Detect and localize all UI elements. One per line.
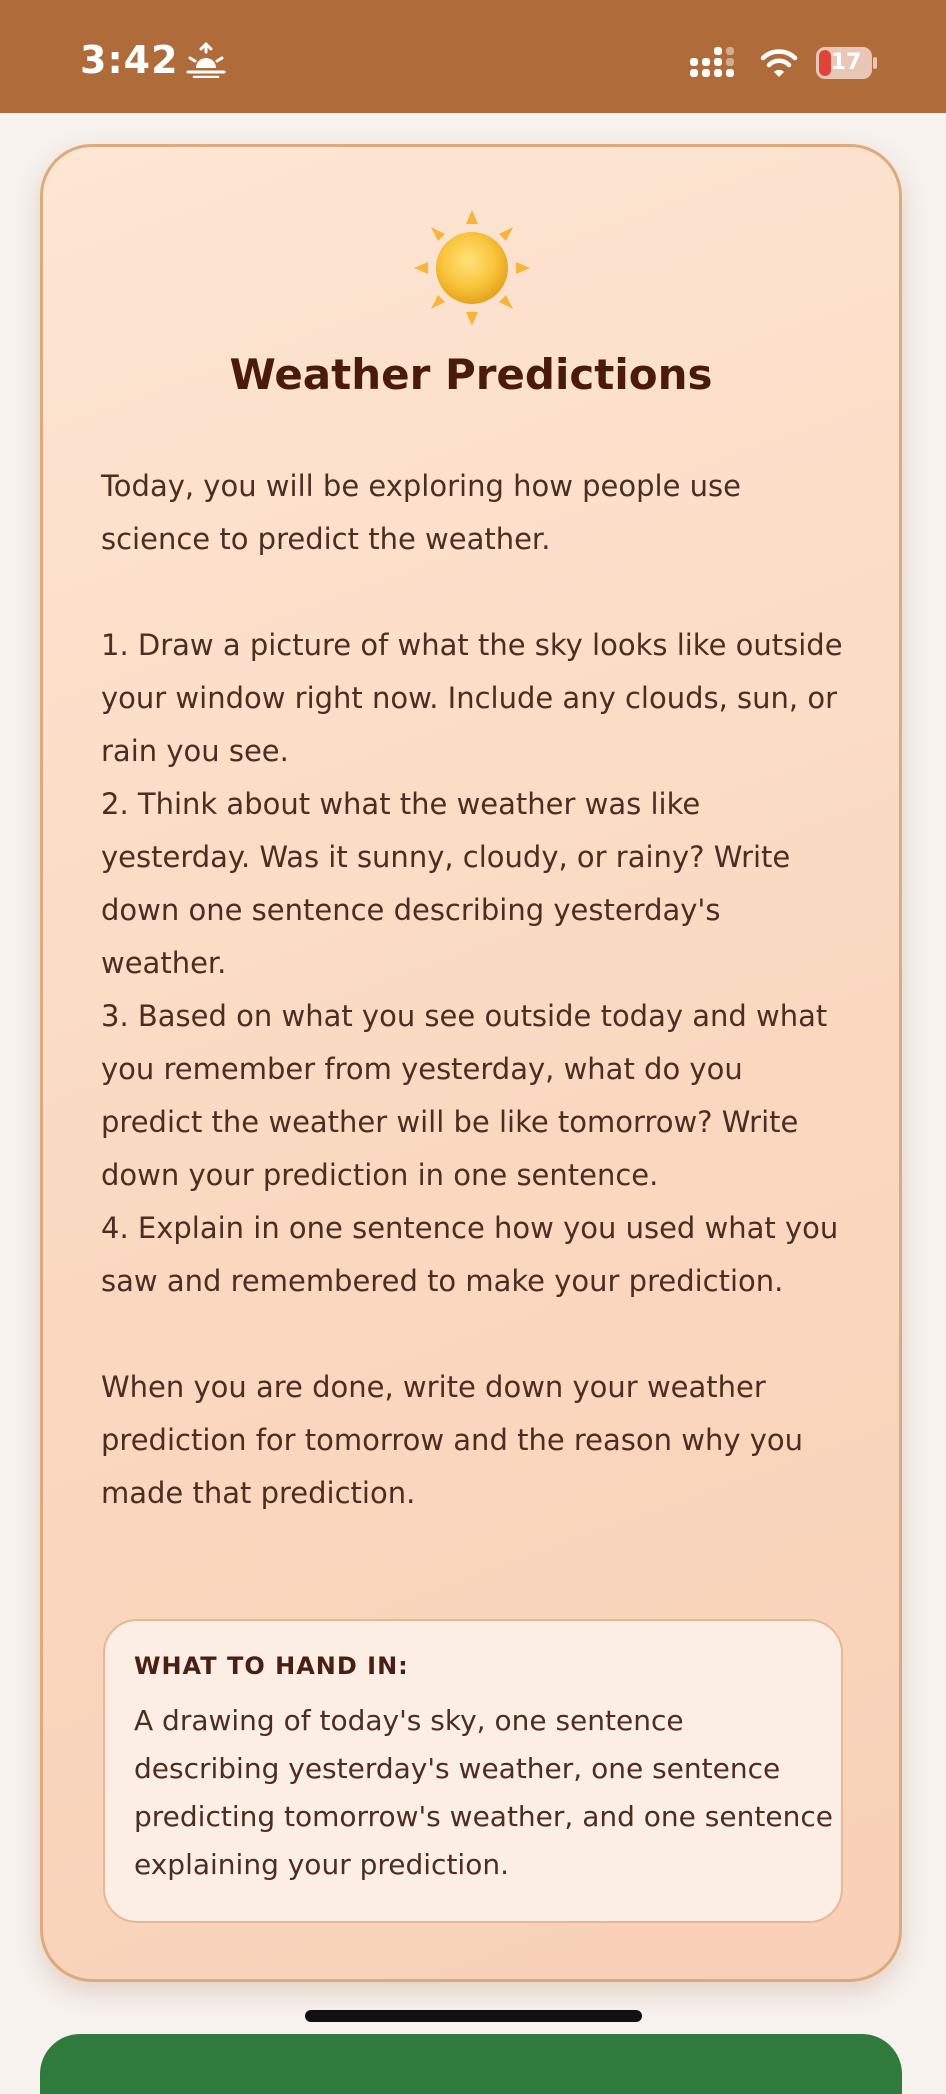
status-time: 3:42 bbox=[80, 38, 179, 82]
sun-icon bbox=[414, 210, 530, 326]
hand-in-text: A drawing of today's sky, one sentence describing yesterday's weather, one sentence predicting tomorrow's weather, and one sentence explaining your prediction. bbox=[134, 1704, 833, 1881]
sunrise-icon bbox=[186, 42, 226, 78]
bottom-action-button[interactable] bbox=[40, 2034, 902, 2094]
home-indicator bbox=[305, 2010, 642, 2022]
cellular-signal-icon bbox=[688, 47, 740, 81]
page-title: Weather Predictions bbox=[229, 350, 713, 399]
instructions-text: Today, you will be exploring how people use science to predict the weather. 1. Draw a picture of what the sky looks like outside your window right now. Include any clouds, sun, or rain you see. 2. Think about what the weather was like yesterday. Was it sunny, cloudy, or rainy? Write down one sentence describing yesterday's weather. 3. Based on what you see outside today and what you remember from yesterday, what do you predict the weather will be like tomorrow? Write down your prediction in one sentence. 4. Explain in one sentence how you used what you saw and remembered to make your prediction. When you are done, write down your weather prediction for tomorrow and the reason why you made that prediction. bbox=[101, 469, 843, 1510]
hand-in-label: WHAT TO HAND IN: bbox=[134, 1652, 409, 1680]
wifi-icon bbox=[760, 47, 798, 79]
battery-percentage: 17 bbox=[830, 50, 862, 75]
